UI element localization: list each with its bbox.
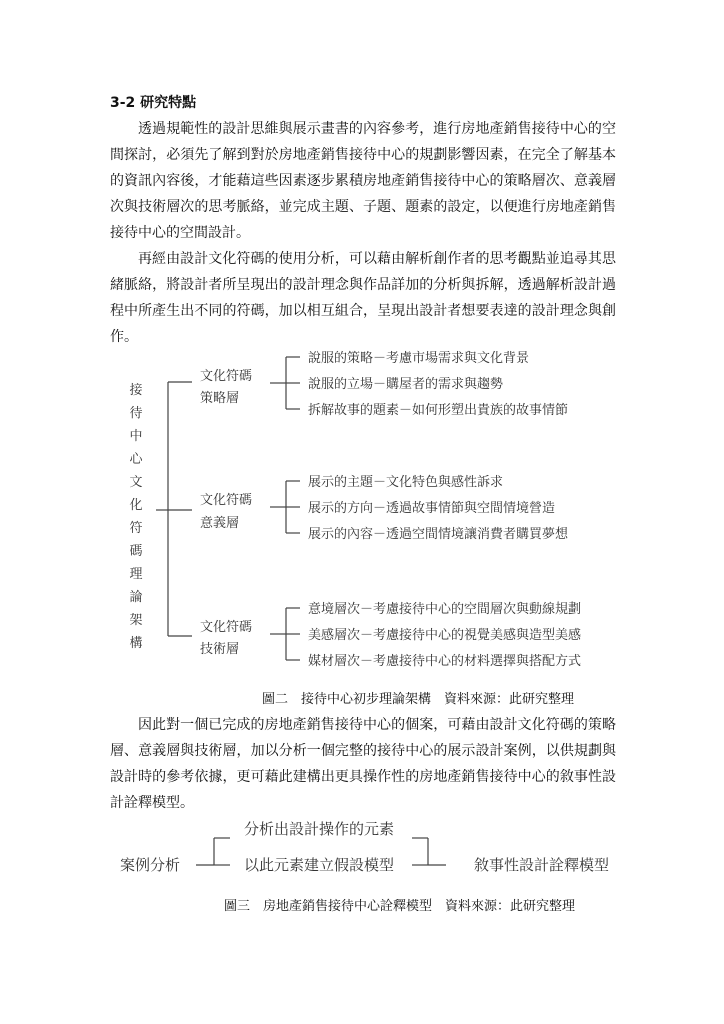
leaf-item: 展示的方向－透過故事情節與空間情境營造 bbox=[308, 501, 556, 516]
root-char: 論 bbox=[129, 590, 143, 605]
root-char: 理 bbox=[129, 567, 143, 582]
paragraph-2: 再經由設計文化符碼的使用分析，可以藉由解析創作者的思考觀點並追尋其思緒脈絡，將設計者所呈現出的設計理念與作品詳加的分析與拆解，透過解析設計過程中所產生出不同的符碼，加以相互組合，呈現出設計者想要表達的設計理念與創作。 bbox=[110, 251, 616, 345]
branch-label-meaning-2: 意義層 bbox=[200, 516, 240, 531]
branch-label-strategy-2: 策略層 bbox=[200, 391, 240, 406]
root-char: 待 bbox=[129, 406, 143, 421]
leaf-item: 展示的主題－文化特色與感性訴求 bbox=[308, 475, 504, 490]
model-middle-bottom: 以此元素建立假設模型 bbox=[244, 856, 395, 874]
leaf-item: 展示的內容－透過空間情境讓消費者購買夢想 bbox=[308, 527, 569, 542]
leaf-item: 拆解故事的題素－如何形塑出貴族的故事情節 bbox=[308, 403, 569, 418]
root-char: 構 bbox=[129, 636, 143, 651]
leaf-item: 意境層次－考慮接待中心的空間層次與動線規劃 bbox=[308, 602, 582, 617]
model-right-node: 敘事性設計詮釋模型 bbox=[474, 856, 610, 874]
model-left-node: 案例分析 bbox=[120, 856, 181, 874]
root-char: 架 bbox=[129, 613, 143, 628]
root-char: 心 bbox=[129, 452, 143, 467]
model-middle-top: 分析出設計操作的元素 bbox=[244, 820, 395, 838]
leaf-item: 說服的立場－購屋者的需求與趨勢 bbox=[308, 377, 504, 392]
branch-label-meaning-1: 文化符碼 bbox=[200, 493, 253, 508]
root-char: 接 bbox=[129, 383, 143, 398]
paragraph-1: 透過規範性的設計思維與展示畫書的內容參考，進行房地產銷售接待中心的空間探討，必須先了解到對於房地產銷售接待中心的規劃影響因素，在完全了解基本的資訊內容後，才能藉這些因素逐步累積房地產銷售接待中心的策略層次、意義層次與技術層次的思考脈絡，並完成主題、子題、題素的設定，以便進行房地產銷售接待中心的空間設計。 bbox=[110, 121, 616, 241]
branch-label-technique-2: 技術層 bbox=[200, 642, 240, 657]
figure-2-caption: 圖二 接待中心初步理論架構 資料來源：此研究整理 bbox=[262, 692, 575, 707]
leaf-item: 美感層次－考慮接待中心的視覺美感與造型美感 bbox=[308, 628, 582, 643]
root-char: 碼 bbox=[129, 544, 143, 559]
branch-label-strategy-1: 文化符碼 bbox=[200, 369, 253, 384]
branch-label-technique-1: 文化符碼 bbox=[200, 620, 253, 635]
section-heading: 3-2 研究特點 bbox=[110, 95, 197, 111]
paragraph-block-2 bbox=[110, 712, 616, 816]
root-char: 文 bbox=[129, 475, 143, 490]
root-char: 中 bbox=[129, 429, 143, 444]
figure-3-caption: 圖三 房地產銷售接待中心詮釋模型 資料來源：此研究整理 bbox=[224, 899, 576, 914]
root-char: 符 bbox=[129, 521, 143, 536]
leaf-item: 媒材層次－考慮接待中心的材料選擇與搭配方式 bbox=[308, 654, 582, 669]
paragraph-3: 因此對一個已完成的房地產銷售接待中心的個案，可藉由設計文化符碼的策略層、意義層與技術層，加以分析一個完整的接待中心的展示設計案例，以供規劃與設計時的參考依據，更可藉此建構出更具操作性的房地產銷售接待中心的敘事性設計詮釋模型。 bbox=[110, 717, 616, 811]
leaf-item: 說服的策略－考慮市場需求與文化背景 bbox=[308, 351, 530, 366]
root-char: 化 bbox=[129, 498, 143, 513]
